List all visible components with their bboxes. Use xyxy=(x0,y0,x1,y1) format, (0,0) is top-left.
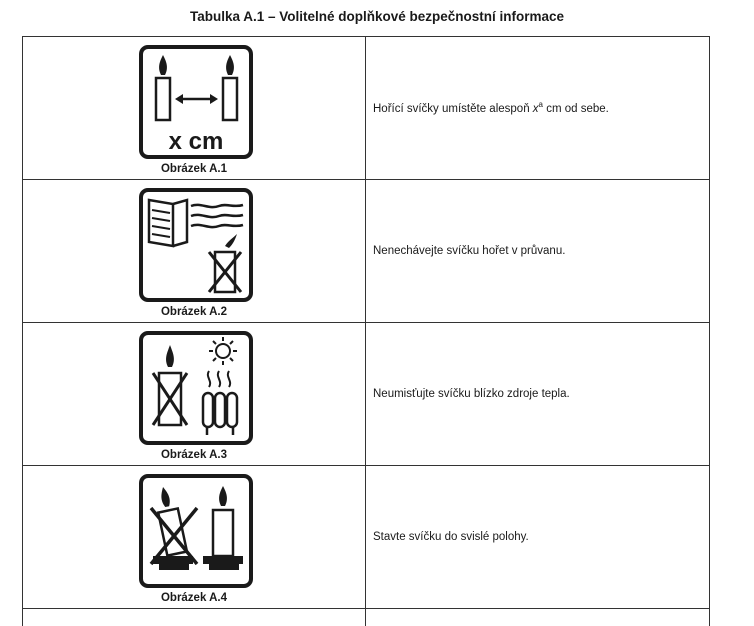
instruction-text: Stavte svíčku do svislé polohy. xyxy=(373,531,529,543)
table-title: Tabulka A.1 – Volitelné doplňkové bezpečnostní informace xyxy=(189,9,565,24)
table-row xyxy=(23,466,709,609)
instruction-text: Nenechávejte svíčku hořet v průvanu. xyxy=(373,245,566,257)
instruction-text: Neumisťujte svíčku blízko zdroje tepla. xyxy=(373,388,570,400)
table-row xyxy=(23,180,709,323)
safety-table xyxy=(22,36,710,626)
distance-label: x cm xyxy=(168,128,224,155)
figure-caption: Obrázek A.2 xyxy=(160,306,228,318)
table-row xyxy=(23,323,709,466)
figure-caption: Obrázek A.4 xyxy=(160,592,228,604)
table-row xyxy=(23,37,709,180)
instruction-text: Hořící svíčky umístěte alespoň $x^a$ cm od sebe. xyxy=(373,100,609,115)
heat-source-candle-icon xyxy=(139,331,253,445)
upright-candle-icon xyxy=(139,474,253,588)
candles-distance-icon xyxy=(139,45,253,159)
draft-candle-icon xyxy=(139,188,253,302)
figure-caption: Obrázek A.1 xyxy=(160,163,228,175)
figure-caption: Obrázek A.3 xyxy=(160,449,228,461)
